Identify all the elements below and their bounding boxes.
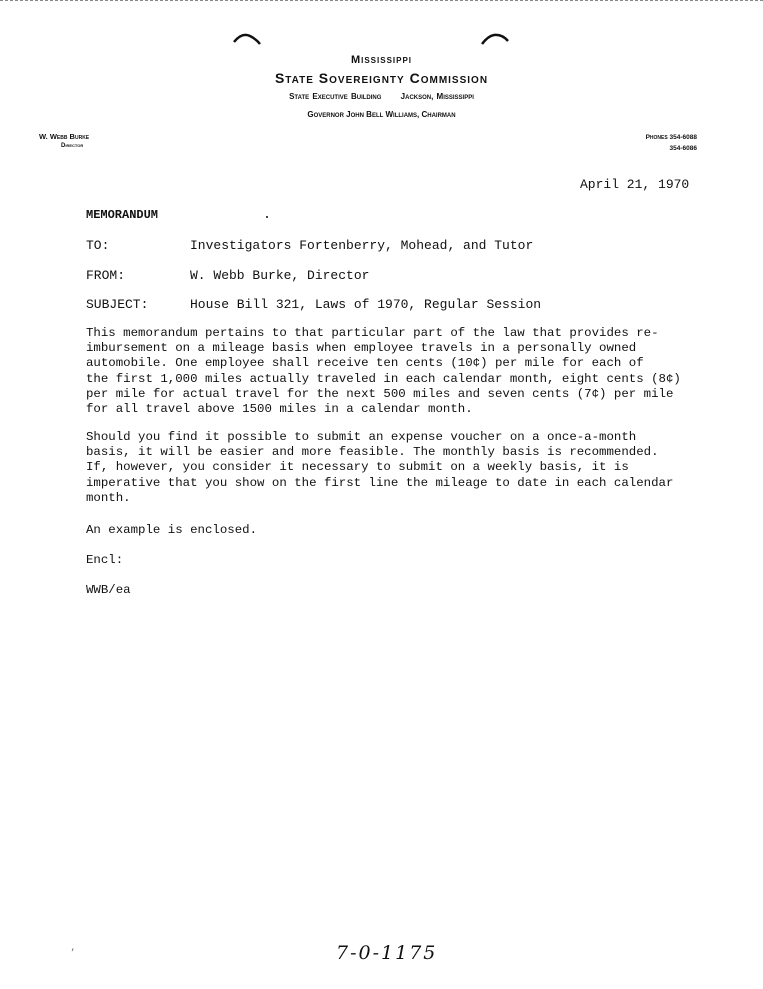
from-label: FROM: xyxy=(86,268,126,283)
enclosure-line: Encl: xyxy=(86,553,124,567)
director-name: W. Webb Burke xyxy=(39,132,90,141)
phone-line-2: 354-6086 xyxy=(669,145,697,152)
subject-row xyxy=(86,297,541,312)
director-block xyxy=(39,132,89,149)
from-value: W. Webb Burke, Director xyxy=(190,268,370,283)
initials-line: WWB/ea xyxy=(86,583,131,597)
handwritten-file-number: 7-0-1175 xyxy=(336,942,438,964)
paragraph-line: If, however, you consider it necessary to submit on a weekly basis, it is xyxy=(86,460,629,475)
to-value: Investigators Fortenberry, Mohead, and Tutor xyxy=(190,238,534,253)
stray-speck xyxy=(266,216,268,218)
letterhead-ornament-left-icon xyxy=(232,30,262,46)
letterhead-city: Jackson, Mississippi xyxy=(400,92,474,101)
from-row xyxy=(86,268,369,283)
paragraph-line: for all travel above 1500 miles in a calendar month. xyxy=(86,402,473,417)
letterhead-building: State Executive Building xyxy=(289,92,382,101)
memo-heading: MEMORANDUM xyxy=(86,208,159,222)
director-title: Director xyxy=(61,143,84,149)
paragraph-line: the first 1,000 miles actually traveled in each calendar month, eight cents (8¢) xyxy=(86,371,681,386)
body-paragraph-2 xyxy=(86,430,686,506)
paragraph-line: month. xyxy=(86,490,131,505)
perforation-edge xyxy=(0,0,763,5)
paragraph-line: automobile. One employee shall receive ten cents (10¢) per mile for each of xyxy=(86,356,644,371)
letterhead-ornament-right-icon xyxy=(480,30,510,46)
subject-value: House Bill 321, Laws of 1970, Regular Session xyxy=(190,297,542,312)
paragraph-line: Should you find it possible to submit an expense voucher on a once-a-month xyxy=(86,430,637,444)
to-row xyxy=(86,238,533,253)
stray-mark: ’ xyxy=(70,948,76,958)
body-paragraph-1 xyxy=(86,326,686,417)
letterhead-state: Mississippi xyxy=(350,54,413,66)
body-paragraph-3: An example is enclosed. xyxy=(86,523,258,537)
paragraph-line: imbursement on a mileage basis when employee travels in a personally owned xyxy=(86,341,637,356)
letterhead-commission: State Sovereignty Commission xyxy=(274,70,489,86)
paragraph-line: per mile for actual travel for the next 500 miles and seven cents (7¢) per mile xyxy=(86,386,674,401)
phone-numbers xyxy=(646,132,697,154)
paragraph-line: basis, it will be easier and more feasible. The monthly basis is recommended. xyxy=(86,445,659,460)
memo-date: April 21, 1970 xyxy=(580,177,690,192)
letterhead-address xyxy=(0,92,763,101)
paragraph-line: This memorandum pertains to that particular part of the law that provides re- xyxy=(86,326,659,340)
subject-label: SUBJECT: xyxy=(86,297,149,312)
letterhead-governor: Governor John Bell Williams, Chairman xyxy=(307,110,456,119)
to-label: TO: xyxy=(86,238,110,253)
phone-line-1: Phones 354-6088 xyxy=(645,134,697,141)
paragraph-line: imperative that you show on the first line the mileage to date in each calendar xyxy=(86,475,674,490)
